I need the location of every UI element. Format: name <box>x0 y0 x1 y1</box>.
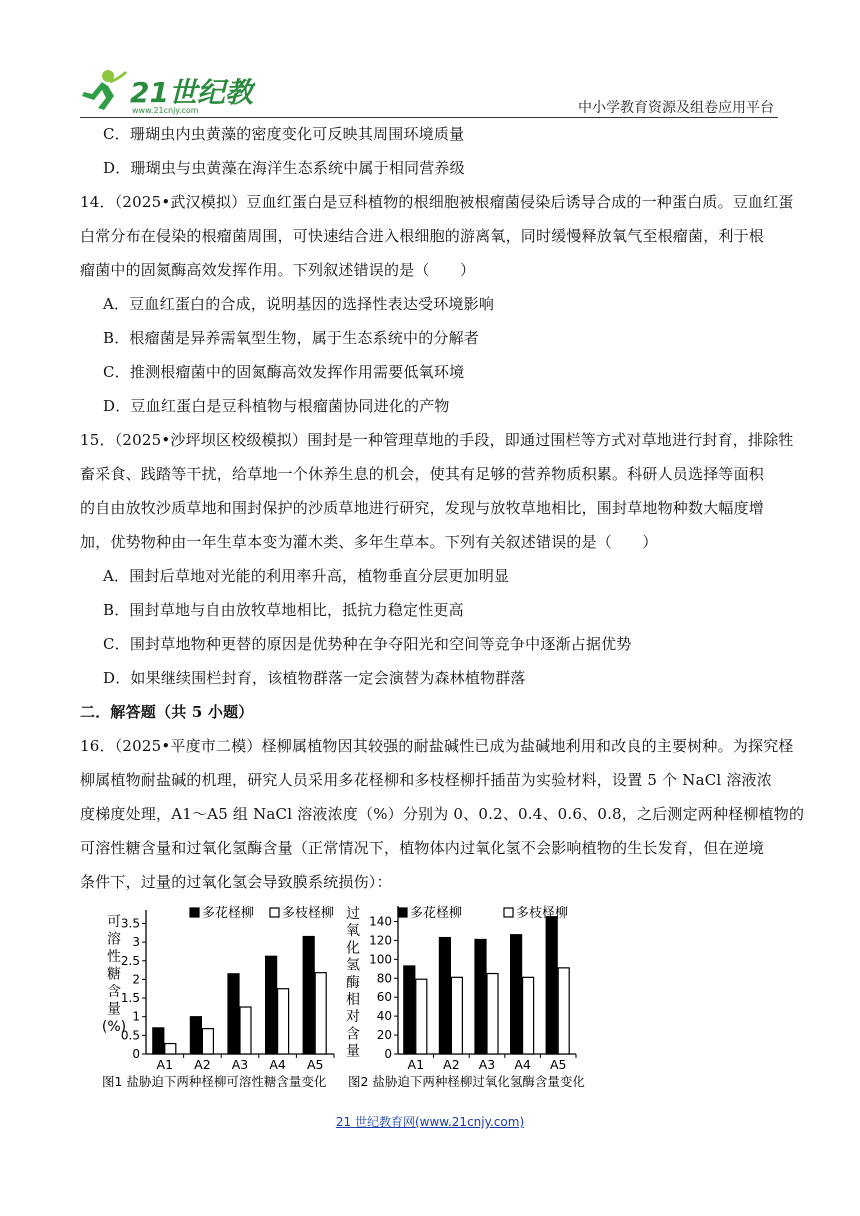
y-axis-label-char: 糖 <box>107 966 121 983</box>
x-tick-label: A5 <box>549 1057 567 1072</box>
bar-duohua <box>190 1017 201 1054</box>
y-tick-label: 1 <box>132 1009 140 1024</box>
legend-swatch <box>190 908 199 917</box>
header-divider <box>80 117 778 118</box>
y-tick-label: 0 <box>132 1047 140 1061</box>
bar-duozhi <box>487 974 498 1054</box>
question-line: 畜采食、践踏等干扰，给草地一个休养生息的机会，使其有足够的营养物质积累。科研人员选择等面积 <box>80 465 765 483</box>
x-tick-label: A5 <box>306 1057 324 1072</box>
question-line: 14．（2025•武汉模拟）豆血红蛋白是豆科植物的根细胞被根瘤菌侵染后诱导合成的一种蛋白质。豆血红蛋 <box>80 193 794 211</box>
svg-text:21世纪教育: 21世纪教 <box>130 76 253 109</box>
y-axis-label-char: 对 <box>346 1009 360 1026</box>
x-tick-label: A2 <box>194 1057 211 1072</box>
bar-duozhi <box>523 977 534 1054</box>
y-axis-label-char: 溶 <box>107 931 121 948</box>
y-tick-label: 120 <box>369 933 392 948</box>
legend-label: 多枝柽柳 <box>282 906 335 921</box>
question-line: 瘤菌中的固氮酶高效发挥作用。下列叙述错误的是（ ） <box>80 261 476 279</box>
y-tick-label: 1.5 <box>120 991 140 1006</box>
question-line: 的自由放牧沙质草地和围封保护的沙质草地进行研究，发现与放牧草地相比，围封草地物种数大幅度增 <box>80 499 765 517</box>
bar-duozhi <box>165 1044 176 1054</box>
legend-swatch <box>398 908 407 917</box>
bar-duozhi <box>240 1007 251 1054</box>
question-line: 柳属植物耐盐碱的机理，研究人员采用多花柽柳和多枝柽柳扦插苗为实验材料，设置 5 个 NaCl 溶液浓 <box>80 771 772 789</box>
x-tick-label: A3 <box>478 1057 496 1072</box>
chart-catalase <box>342 900 607 1092</box>
bar-duohua <box>546 917 557 1054</box>
y-axis-label-char: 性 <box>107 949 121 965</box>
y-axis-label-char: 量 <box>107 1001 121 1018</box>
y-tick-label: 20 <box>376 1028 392 1043</box>
bar-duohua <box>303 937 314 1054</box>
y-tick-label: 2.5 <box>120 953 140 968</box>
bar-duozhi <box>315 973 326 1054</box>
y-tick-label: 100 <box>369 952 392 967</box>
y-axis-label-char: (%) <box>101 1019 127 1035</box>
bar-duohua <box>439 938 450 1054</box>
runner-logo-icon <box>80 68 255 116</box>
bar-duozhi <box>416 979 427 1054</box>
x-tick-label: A3 <box>231 1057 249 1072</box>
legend-label: 多花柽柳 <box>202 906 255 921</box>
legend-swatch <box>504 908 513 917</box>
platform-name: 中小学教育资源及组卷应用平台 <box>578 100 774 116</box>
answer-option: B．根瘤菌是异养需氧型生物，属于生态系统中的分解者 <box>103 329 480 347</box>
legend-swatch <box>270 908 279 917</box>
question-line: 度梯度处理，A1～A5 组 NaCl 溶液浓度（%）分别为 0、0.2、0.4、0.6、0.8，之后测定两种柽柳植物的 <box>80 805 805 823</box>
question-line: 条件下，过量的过氧化氢会导致膜系统损伤）： <box>80 873 392 891</box>
y-axis-label-char: 相 <box>346 992 360 1008</box>
y-tick-label: 0.5 <box>120 1028 140 1043</box>
answer-option: D．如果继续围栏封育，该植物群落一定会演替为森林植物群落 <box>103 669 526 687</box>
legend-label: 多花柽柳 <box>410 906 463 921</box>
y-axis-label-char: 氢 <box>346 957 360 974</box>
question-line: 可溶性糖含量和过氧化氢酶含量（正常情况下，植物体内过氧化氢不会影响植物的生长发育，但在逆境 <box>80 839 765 857</box>
y-axis-label-char: 酶 <box>346 974 360 991</box>
legend-label: 多枝柽柳 <box>516 906 569 921</box>
answer-option: C．珊瑚虫内虫黄藻的密度变化可反映其周围环境质量 <box>103 125 465 143</box>
y-tick-label: 3.5 <box>120 916 140 931</box>
y-tick-label: 3 <box>132 935 140 950</box>
bar-duozhi <box>558 968 569 1054</box>
bar-duohua <box>228 974 239 1054</box>
bar-duohua <box>404 966 415 1054</box>
y-axis-label-char: 可 <box>107 914 121 930</box>
chart-caption: 图1 盐胁迫下两种柽柳可溶性糖含量变化 <box>102 1074 327 1089</box>
question-line: 15．（2025•沙坪坝区校级模拟）围封是一种管理草地的手段，即通过围栏等方式对草地进行封育，排除牲 <box>80 431 794 449</box>
bar-duohua <box>153 1028 164 1054</box>
bar-duozhi <box>451 977 462 1054</box>
y-axis-label-char: 过 <box>346 906 360 922</box>
question-line: 白常分布在侵染的根瘤菌周围，可快速结合进入根细胞的游离氧，同时缓慢释放氧气至根瘤菌，利于根 <box>80 227 765 245</box>
y-axis-label-char: 氧 <box>346 923 360 940</box>
answer-option: D．珊瑚虫与虫黄藻在海洋生态系统中属于相同营养级 <box>103 159 465 177</box>
answer-option: A．豆血红蛋白的合成，说明基因的选择性表达受环境影响 <box>103 295 495 313</box>
question-line: 加，优势物种由一年生草本变为灌木类、多年生草本。下列有关叙述错误的是（ ） <box>80 533 658 551</box>
y-axis-label-char: 化 <box>346 940 360 957</box>
y-tick-label: 0 <box>384 1047 392 1061</box>
y-tick-label: 60 <box>376 990 392 1005</box>
y-tick-label: 140 <box>369 914 392 929</box>
x-tick-label: A1 <box>156 1057 174 1072</box>
y-axis-label-char: 含 <box>107 984 121 1000</box>
answer-option: D．豆血红蛋白是豆科植物与根瘤菌协同进化的产物 <box>103 397 450 415</box>
answer-option: A．围封后草地对光能的利用率升高，植物垂直分层更加明显 <box>103 567 510 585</box>
x-tick-label: A4 <box>514 1057 531 1072</box>
x-tick-label: A4 <box>269 1057 286 1072</box>
section-heading: 二．解答题（共 5 小题） <box>80 703 254 721</box>
answer-option: C．围封草地物种更替的原因是优势种在争夺阳光和空间等竞争中逐渐占据优势 <box>103 635 632 653</box>
bar-duohua <box>475 939 486 1054</box>
y-tick-label: 40 <box>376 1009 392 1024</box>
svg-text:www.21cnjy.com: www.21cnjy.com <box>132 106 199 115</box>
bar-duohua <box>511 935 522 1054</box>
bar-duozhi <box>278 989 289 1054</box>
x-tick-label: A1 <box>407 1057 425 1072</box>
y-tick-label: 2 <box>132 972 140 987</box>
chart-caption: 图2 盐胁迫下两种柽柳过氧化氢酶含量变化 <box>348 1074 585 1089</box>
bar-duozhi <box>202 1029 213 1054</box>
answer-option: B．围封草地与自由放牧草地相比，抵抗力稳定性更高 <box>103 601 464 619</box>
footer-link[interactable]: 21 世纪教育网(www.21cnjy.com) <box>335 1115 525 1129</box>
y-tick-label: 80 <box>376 971 392 986</box>
chart-soluble-sugar <box>100 900 345 1092</box>
y-axis-label-char: 含 <box>346 1026 360 1043</box>
x-tick-label: A2 <box>443 1057 460 1072</box>
question-line: 16．（2025•平度市二模）柽柳属植物因其较强的耐盐碱性已成为盐碱地利用和改良的主要树种。为探究柽 <box>80 737 794 755</box>
site-logo <box>80 68 255 120</box>
bar-duohua <box>266 956 277 1054</box>
answer-option: C．推测根瘤菌中的固氮酶高效发挥作用需要低氧环境 <box>103 363 465 381</box>
y-axis-label-char: 量 <box>346 1043 360 1060</box>
